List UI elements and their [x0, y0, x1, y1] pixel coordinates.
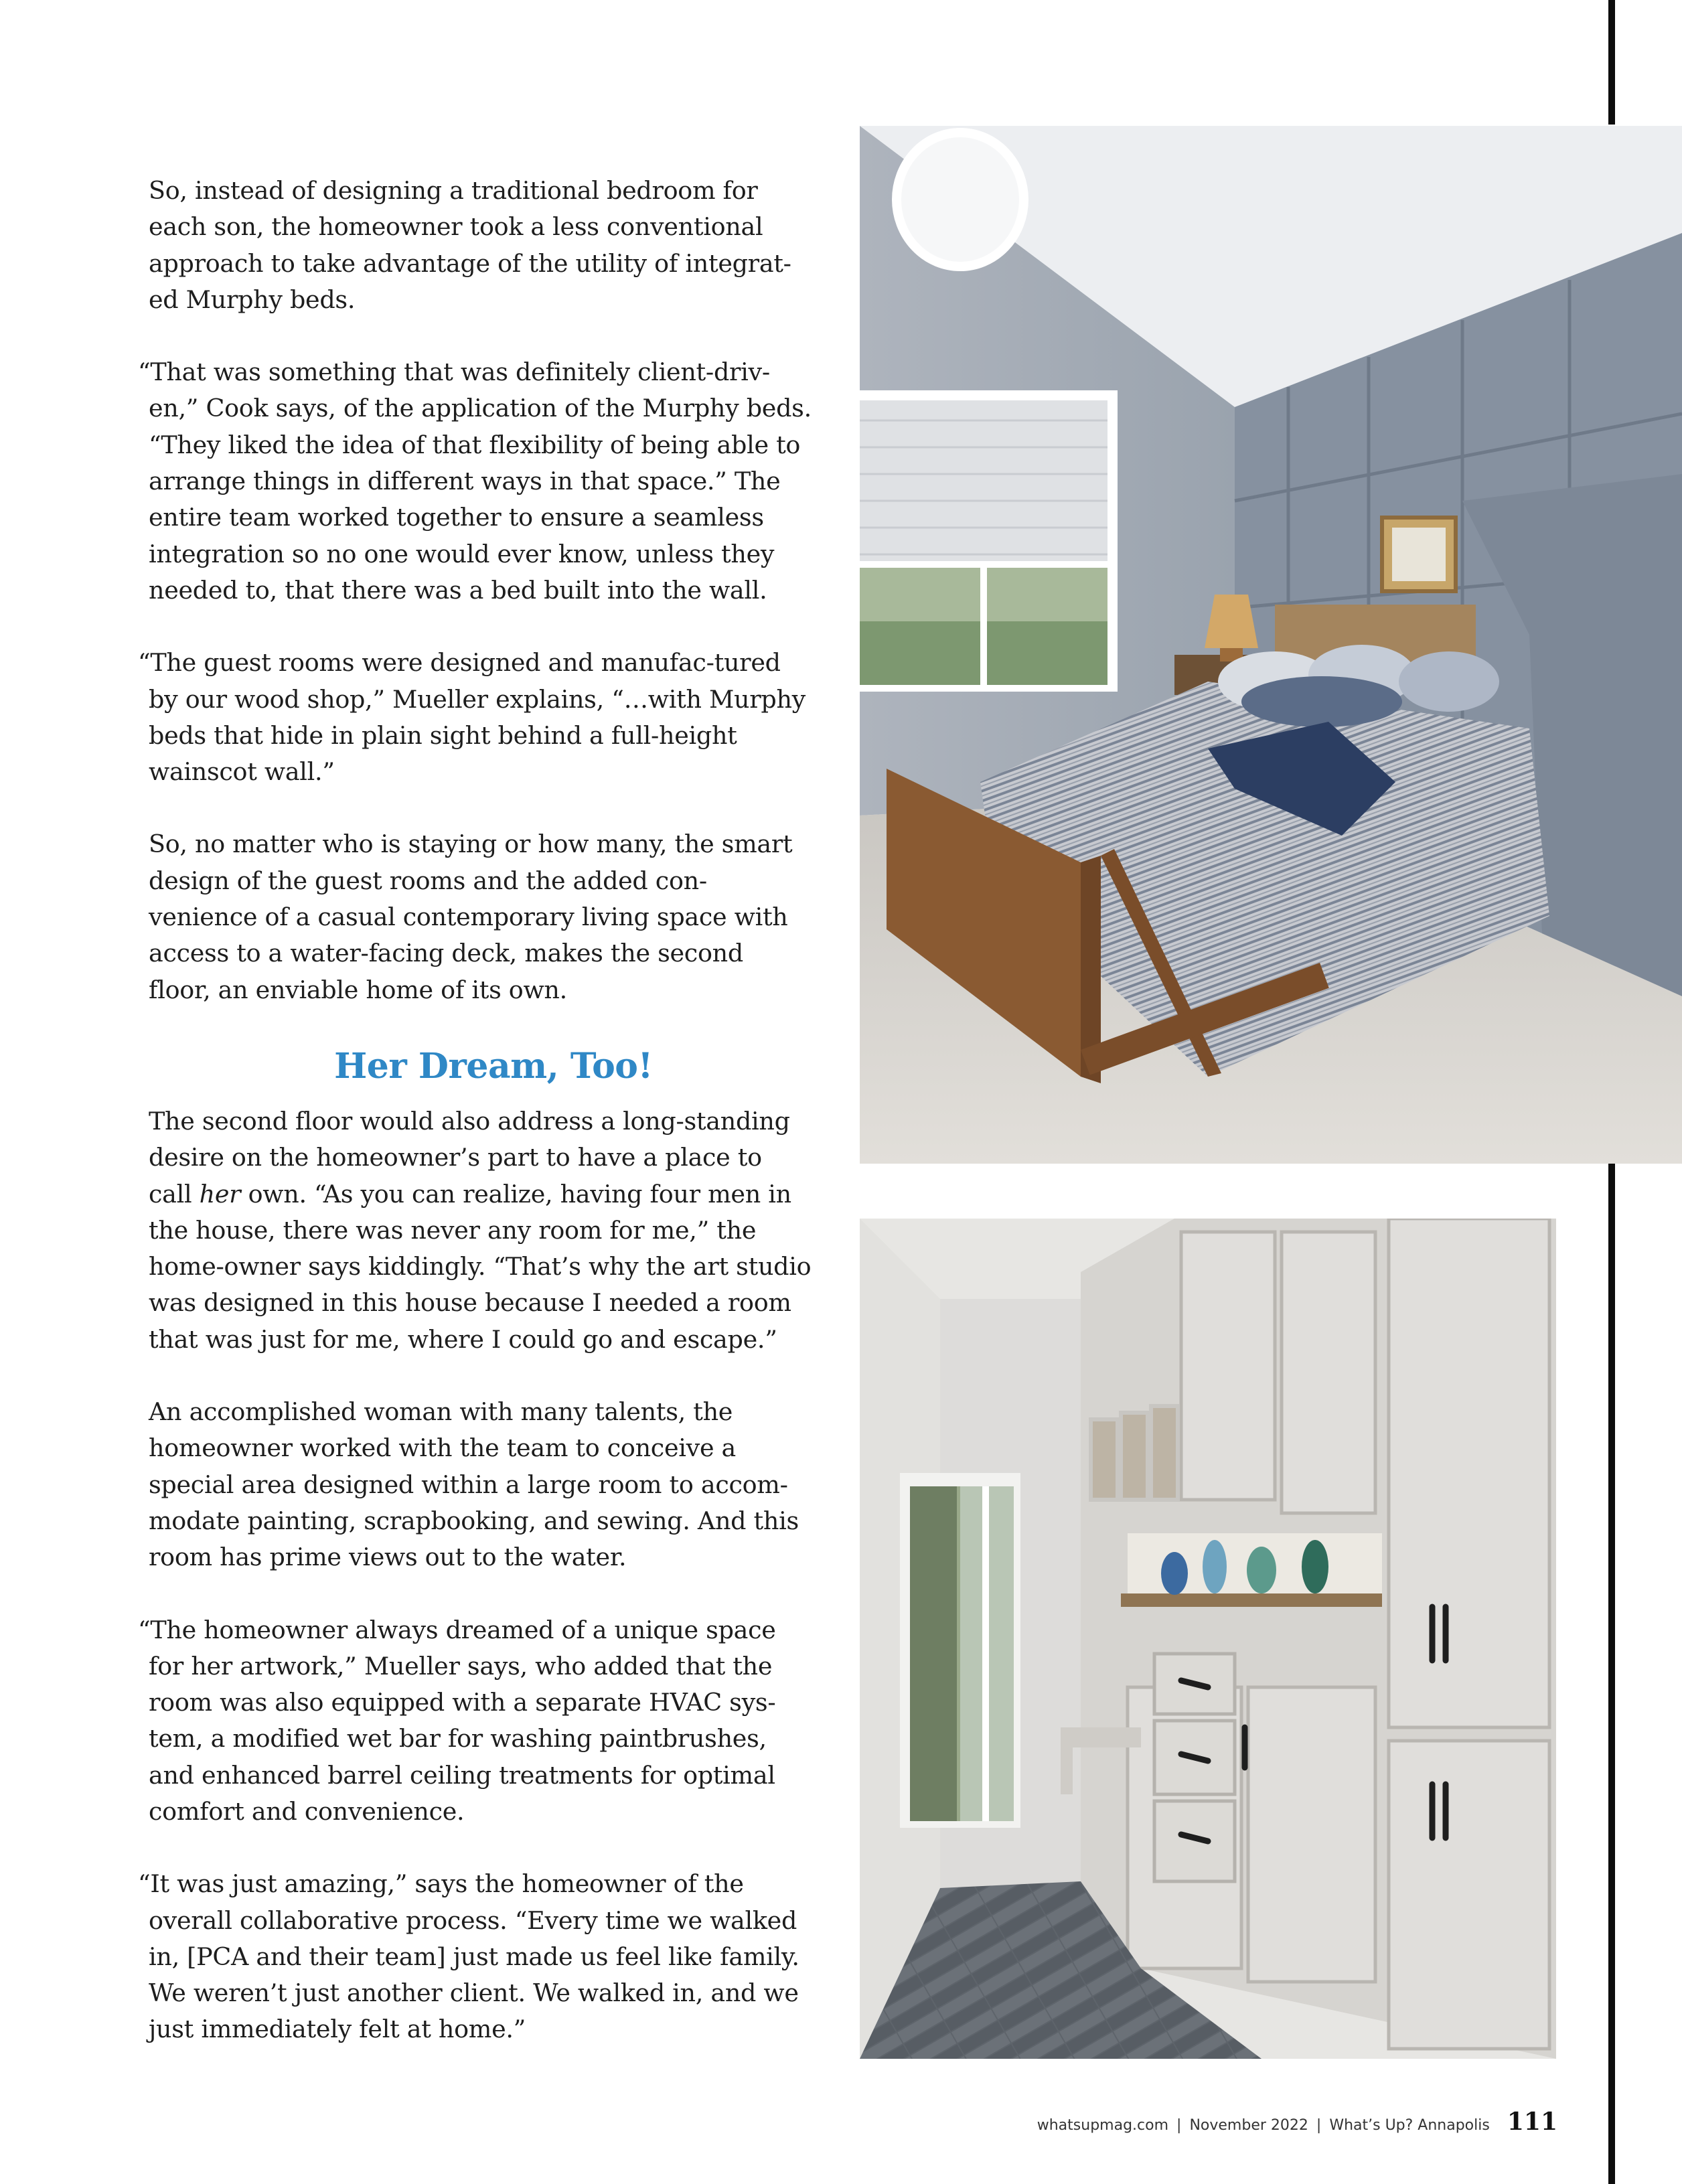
footer-divider: | — [1176, 2117, 1182, 2134]
footer-issue-date: November 2022 — [1189, 2117, 1308, 2134]
page-edge-bar-bottom — [1608, 1161, 1615, 2184]
emphasis-her: her — [199, 1179, 241, 1208]
footer-site: whatsupmag.com — [1037, 2117, 1169, 2134]
page-footer — [1037, 2108, 1557, 2136]
paragraph-art-studio: An accomplished woman with many talents, the homeowner worked with the team to conceive a special area designed within a large room to accom-modate painting, scrapbooking, and sewing. And this room has prime views out to the water. — [149, 1397, 799, 1572]
section-subhead: Her Dream, Too! — [334, 1045, 653, 1087]
page-edge-bar-top — [1608, 0, 1615, 125]
paragraph-cook-quote: “That was something that was definitely client-driv-en,” Cook says, of the application of the Murphy beds. “They liked the idea of that flexibility of being able to arrange things in different ways in that space.” The entire team worked together to ensure a seamless integration so no one would ever know, unless they needed to, that there was a bed built into the wall. — [138, 358, 812, 605]
footer-publication: What’s Up? Annapolis — [1329, 2117, 1490, 2134]
bedroom-photo — [860, 126, 1682, 1164]
paragraph-homeowner-quote: “It was just amazing,” says the homeowner of the overall collaborative process. “Every time we walked in, [PCA and their team] just made us feel like family. We weren’t just another client. We walked in, and we just immediately felt at home.” — [138, 1869, 799, 2044]
paragraph-her-own: The second floor would also address a long-standing desire on the homeowner’s part to have a place to call her own. “As you can realize, having four men in the house, there was never any room for me,” the home-owner says kiddingly. “That’s why the art studio was designed in this house because I needed a room that was just for me, where I could go and escape.” — [149, 1106, 812, 1354]
paragraph-mueller-quote: “The guest rooms were designed and manufac-tured by our wood shop,” Mueller explains, “…with Murphy beds that hide in plain sight behind a full-height wainscot wall.” — [138, 648, 806, 787]
paragraph-artwork-quote: “The homeowner always dreamed of a unique space for her artwork,” Mueller says, who added that the room was also equipped with a separate HVAC sys-tem, a modified wet bar for washing paintbrushes, and enhanced barrel ceiling treatments for optimal comfort and convenience. — [138, 1615, 776, 1826]
paragraph-murphy-beds: So, instead of designing a traditional bedroom for each son, the homeowner took a less conventional approach to take advantage of the utility of integrat-ed Murphy beds. — [149, 176, 791, 314]
page-number: 111 — [1507, 2108, 1557, 2136]
paragraph-second-floor: So, no matter who is staying or how many, the smart design of the guest rooms and the added con-venience of a casual contemporary living space with access to a water-facing deck, makes the second floor, an enviable home of its own. — [149, 830, 793, 1004]
article-text-column — [138, 173, 812, 2084]
footer-divider: | — [1316, 2117, 1322, 2134]
mudroom-photo — [860, 1219, 1556, 2059]
